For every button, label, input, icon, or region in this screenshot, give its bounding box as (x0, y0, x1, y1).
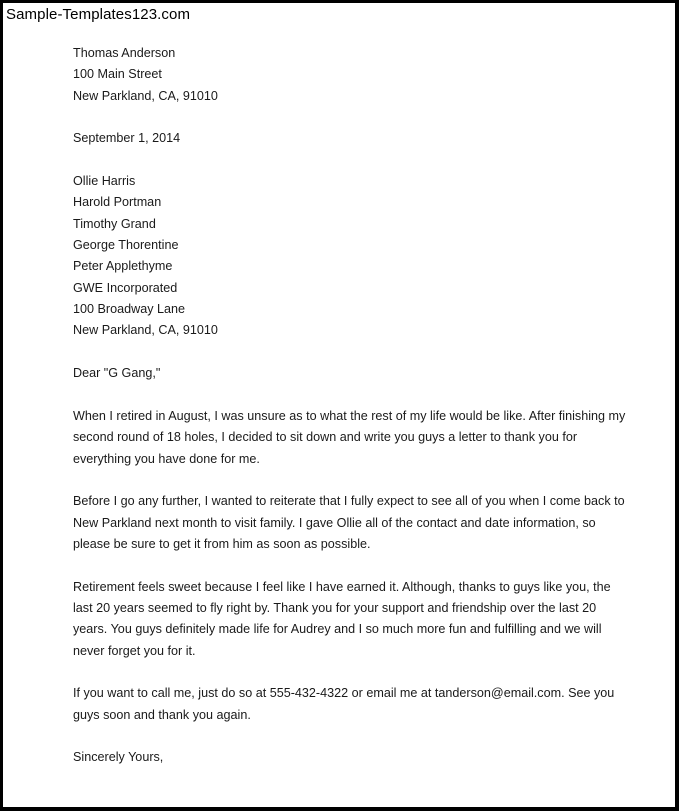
paragraph-line: years. You guys definitely made life for Audrey and I so much more fun and fulfilling and we will (73, 622, 602, 637)
paragraph-line: everything you have done for me. (73, 451, 260, 466)
sender-name: Thomas Anderson (73, 46, 176, 60)
letter-date: September 1, 2014 (73, 131, 181, 146)
salutation: Dear "G Gang," (73, 366, 161, 381)
paragraph-line: Retirement feels sweet because I feel like I have earned it. Although, thanks to guys like you, the (73, 579, 611, 594)
closing: Sincerely Yours, (73, 750, 164, 765)
paragraph-line: guys soon and thank you again. (73, 707, 251, 722)
paragraph (73, 406, 633, 470)
paragraph-line: New Parkland next month to visit family. I gave Ollie all of the contact and date information, so (73, 515, 596, 530)
paragraph-line: When I retired in August, I was unsure as to what the rest of my life would be like. After finishing my (73, 408, 626, 423)
recipient-company: GWE Incorporated (73, 280, 178, 295)
paragraph (73, 577, 633, 662)
spacer (73, 662, 633, 683)
paragraph-line: never forget you for it. (73, 643, 196, 658)
sender-address (73, 43, 633, 107)
recipient-name: Ollie Harris (73, 174, 136, 189)
spacer (73, 342, 633, 363)
recipient-city: New Parkland, CA, 91010 (73, 323, 218, 338)
sender-street: 100 Main Street (73, 67, 162, 82)
recipient-name: Harold Portman (73, 195, 162, 210)
spacer (73, 107, 633, 128)
spacer (73, 385, 633, 406)
paragraph-line: If you want to call me, just do so at 555-432-4322 or email me at tanderson@email.com. See you (73, 686, 615, 701)
spacer (73, 150, 633, 171)
spacer (73, 555, 633, 576)
recipient-name: Peter Applethyme (73, 259, 173, 274)
paragraph (73, 683, 633, 726)
spacer (73, 726, 633, 747)
letter-page (3, 3, 675, 807)
paragraph-line: second round of 18 holes, I decided to sit down and write you guys a letter to thank you for (73, 430, 578, 445)
letter-body (73, 43, 633, 769)
recipient-name: Timothy Grand (73, 216, 156, 231)
paragraph-line: please be sure to get it from him as soon as possible. (73, 536, 371, 551)
site-watermark: Sample-Templates123.com (6, 6, 191, 23)
sender-city: New Parkland, CA, 91010 (73, 88, 218, 103)
paragraph (73, 491, 633, 555)
spacer (73, 470, 633, 491)
paragraph-line: last 20 years seemed to fly right by. Thank you for your support and friendship over the last 20 (73, 600, 597, 615)
paragraph-line: Before I go any further, I wanted to reiterate that I fully expect to see all of you when I come back to (73, 494, 625, 509)
recipient-name: George Thorentine (73, 238, 179, 253)
recipient-address (73, 171, 633, 342)
recipient-street: 100 Broadway Lane (73, 302, 186, 317)
